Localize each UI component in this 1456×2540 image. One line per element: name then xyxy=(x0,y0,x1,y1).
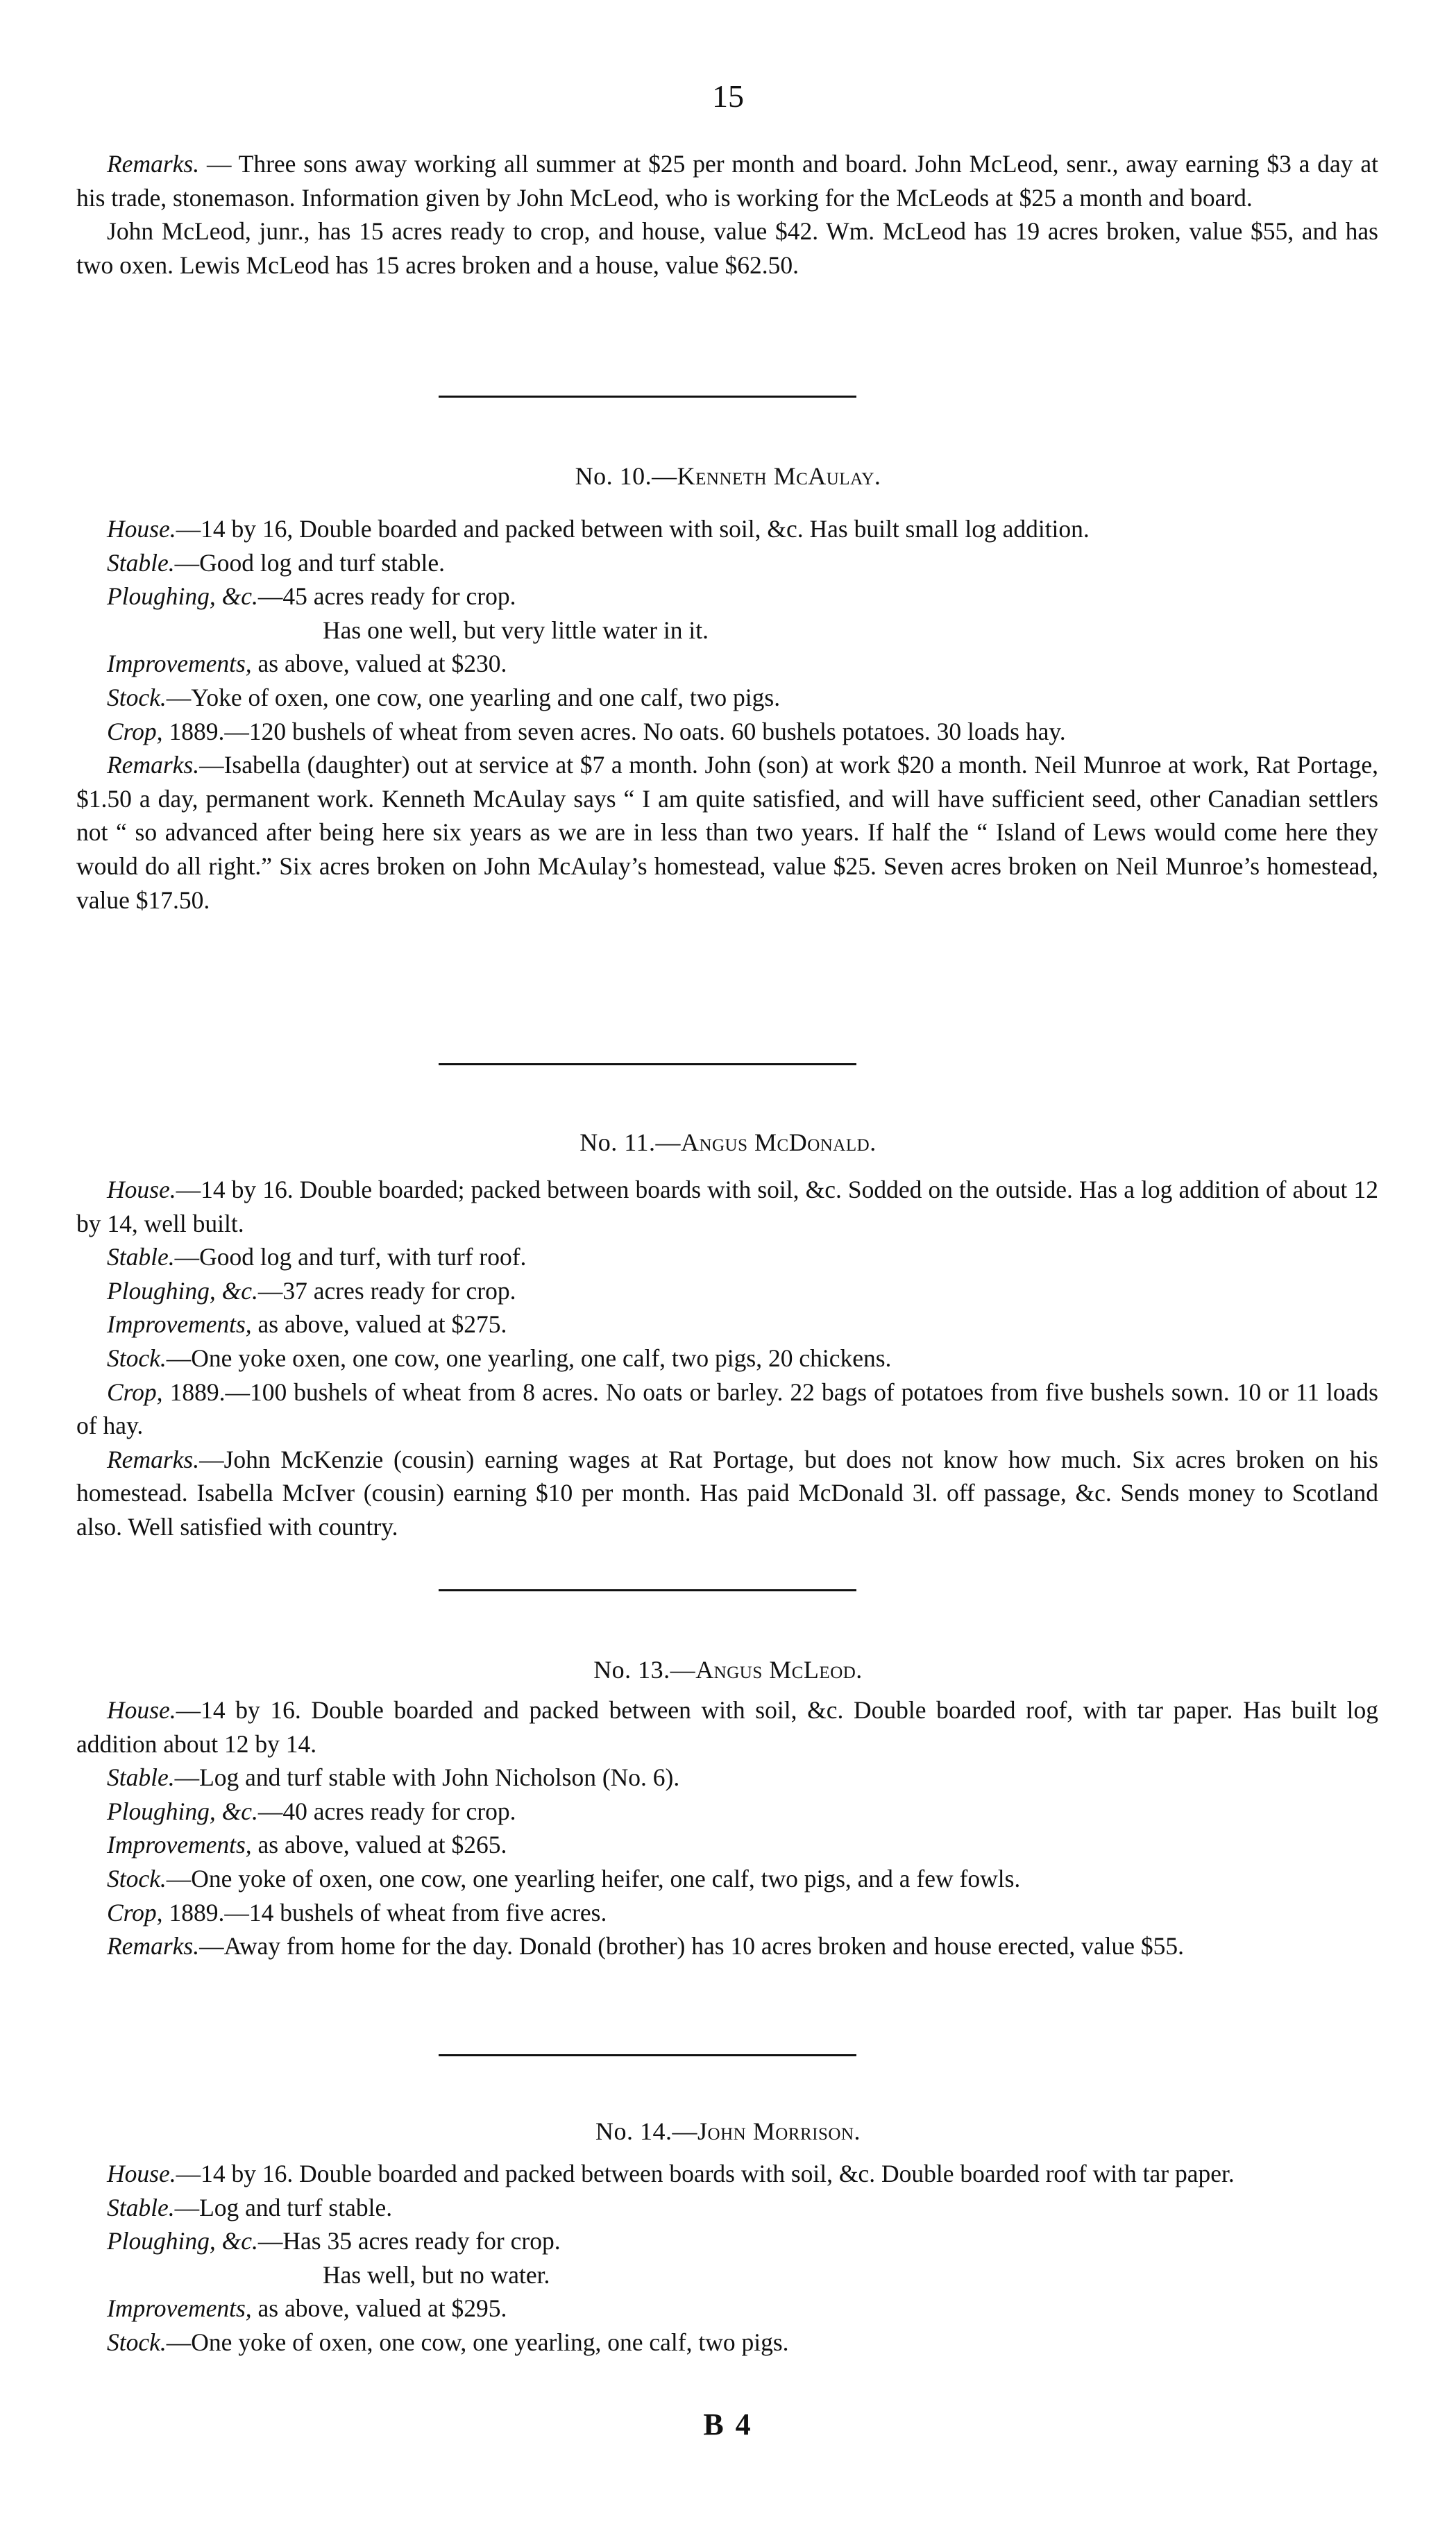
paragraph-text: —Good log and turf stable. xyxy=(174,548,446,577)
paragraph-stable xyxy=(76,1240,1378,1274)
paragraph-text: —40 acres ready for crop. xyxy=(257,1797,516,1825)
paragraph-ploughing xyxy=(76,2224,1378,2258)
paragraph-label: Ploughing, &c. xyxy=(107,1797,258,1825)
paragraph-label: Stock. xyxy=(107,1864,167,1893)
paragraph-label: Crop, xyxy=(107,717,163,745)
paragraph-well xyxy=(76,613,1378,647)
paragraph-ploughing xyxy=(76,579,1378,613)
heading-number: No. 10.— xyxy=(575,462,677,490)
paragraph-text: Has one well, but very little water in it. xyxy=(323,616,709,644)
paragraph-crop xyxy=(76,715,1378,749)
entry-heading-no10 xyxy=(0,462,1456,491)
paragraph-text: —Has 35 acres ready for crop. xyxy=(257,2227,561,2255)
section-no14 xyxy=(76,2157,1378,2360)
paragraph-text: as above, valued at $295. xyxy=(251,2294,507,2323)
paragraph-label: Crop, xyxy=(107,1378,163,1406)
paragraph-ploughing xyxy=(76,1795,1378,1829)
paragraph-label: Improvements, xyxy=(107,1831,252,1859)
paragraph-label: Ploughing, &c. xyxy=(107,1276,258,1305)
paragraph-label: House. xyxy=(107,1176,176,1203)
paragraph-text: —37 acres ready for crop. xyxy=(257,1276,516,1305)
paragraph-house xyxy=(76,512,1378,546)
paragraph-improvements xyxy=(76,2292,1378,2326)
entry-heading-no13 xyxy=(0,1655,1456,1684)
paragraph-text: —14 by 16. Double boarded and packed between with soil, &c. Double boarded roof, with tar paper. Has built log addition about 12 by 14. xyxy=(76,1696,1378,1758)
heading-number: No. 14.— xyxy=(595,2117,698,2145)
paragraph-label: Ploughing, &c. xyxy=(107,2227,258,2255)
heading-name: John Morrison. xyxy=(697,2117,861,2145)
paragraph-label: Stable. xyxy=(107,548,175,577)
section-no11 xyxy=(76,1173,1378,1544)
paragraph-stock xyxy=(76,2326,1378,2360)
paragraph-label: House. xyxy=(107,515,176,543)
paragraph-label: Stock. xyxy=(107,683,167,711)
paragraph-ploughing xyxy=(76,1274,1378,1308)
paragraph-label: Stable. xyxy=(107,2193,175,2221)
paragraph-label: Crop, xyxy=(107,1898,163,1927)
paragraph-house xyxy=(76,2157,1378,2191)
section-previous-remarks xyxy=(76,147,1378,282)
paragraph-label: Improvements, xyxy=(107,650,252,678)
paragraph-label: Remarks. xyxy=(107,1932,200,1961)
paragraph-improvements xyxy=(76,1828,1378,1862)
paragraph-text: as above, valued at $275. xyxy=(251,1310,507,1339)
paragraph-house xyxy=(76,1173,1378,1240)
paragraph-text: —45 acres ready for crop. xyxy=(257,582,516,611)
paragraph-stable xyxy=(76,1761,1378,1795)
section-divider xyxy=(439,396,856,398)
paragraph-text: —Isabella (daughter) out at service at $7 a month. John (son) at work $20 a month. Neil Munroe at work, Rat Portage, $1.50 a day, permanent work. Kenneth McAulay says “ I am quite satisfied, and will have sufficient seed, other Canadian settlers not “ so advanced after being here six years as we are in less than two years. If half the “ Island of Lews would come here they would do all right.” Six acres broken on John McAulay’s homestead, value $25. Seven acres broken on Neil Munroe’s homestead, value $17.50. xyxy=(76,751,1378,914)
paragraph-label: Stable. xyxy=(107,1243,175,1271)
paragraph-text: —Good log and turf, with turf roof. xyxy=(174,1243,527,1271)
paragraph-text: John McLeod, junr., has 15 acres ready to crop, and house, value $42. Wm. McLeod has 19 acres broken, value $55, and has two oxen. Lewis McLeod has 15 acres broken and a house, value $62.50. xyxy=(76,217,1378,279)
paragraph-text: —Yoke of oxen, one cow, one yearling and one calf, two pigs. xyxy=(166,683,781,711)
heading-number: No. 13.— xyxy=(593,1656,696,1684)
paragraph-stable xyxy=(76,546,1378,580)
heading-name: Angus McLeod. xyxy=(695,1656,863,1684)
entry-heading-no14 xyxy=(0,2117,1456,2146)
paragraph-label: Ploughing, &c. xyxy=(107,582,258,611)
paragraph-text: —14 by 16. Double boarded and packed between boards with soil, &c. Double boarded roof with tar paper. xyxy=(176,2160,1235,2187)
signature-mark: B 4 xyxy=(703,2407,753,2441)
paragraph-text: —Log and turf stable. xyxy=(174,2193,393,2221)
paragraph-text: — Three sons away working all summer at $25 per month and board. John McLeod, senr., away earning $3 a day at his trade, stonemason. Information given by John McLeod, who is working for the McLeods at $25 a month and board. xyxy=(76,150,1378,212)
paragraph-text: 1889.—120 bushels of wheat from seven acres. No oats. 60 bushels potatoes. 30 loads hay. xyxy=(162,717,1066,745)
paragraph-stock xyxy=(76,681,1378,715)
paragraph-improvements xyxy=(76,1307,1378,1341)
paragraph-text: —One yoke oxen, one cow, one yearling, one calf, two pigs, 20 chickens. xyxy=(166,1344,892,1372)
page-number: 15 xyxy=(712,78,744,114)
paragraph-label: Stock. xyxy=(107,2328,167,2356)
paragraph-text: —14 by 16. Double boarded; packed between boards with soil, &c. Sodded on the outside. Has a log addition of about 12 by 14, well built. xyxy=(76,1176,1378,1237)
section-divider xyxy=(439,1063,856,1065)
paragraph-stock xyxy=(76,1341,1378,1375)
paragraph-label: House. xyxy=(107,1696,176,1724)
paragraph-text: as above, valued at $265. xyxy=(251,1831,507,1859)
paragraph-text: 1889.—100 bushels of wheat from 8 acres. No oats or barley. 22 bags of potatoes from five bushels sown. 10 or 11 loads of hay. xyxy=(76,1378,1378,1440)
paragraph-text: —One yoke of oxen, one cow, one yearling heifer, one calf, two pigs, and a few fowls. xyxy=(166,1864,1021,1893)
section-no10 xyxy=(76,512,1378,917)
paragraph-label: Remarks. xyxy=(107,150,200,178)
heading-name: Angus McDonald. xyxy=(680,1128,877,1156)
paragraph-crop xyxy=(76,1375,1378,1443)
paragraph-text: Has well, but no water. xyxy=(323,2260,550,2289)
paragraph-text: —John McKenzie (cousin) earning wages at Rat Portage, but does not know how much. Six acres broken on his homestead. Isabella McIver (cousin) earning $10 per month. Has paid McDonald 3l. off passage, &c. Sends money to Scotland also. Well satisfied with country. xyxy=(76,1445,1378,1541)
paragraph-text: —14 by 16, Double boarded and packed between with soil, &c. Has built small log addition. xyxy=(176,515,1090,543)
section-divider xyxy=(439,1589,856,1591)
paragraph-remarks xyxy=(76,1443,1378,1544)
paragraph-well xyxy=(76,2258,1378,2292)
paragraph-label: House. xyxy=(107,2160,176,2187)
heading-name: Kenneth McAulay. xyxy=(677,462,881,490)
paragraph-crop xyxy=(76,1896,1378,1930)
paragraph-remarks xyxy=(76,1929,1378,1963)
paragraph-label: Stable. xyxy=(107,1763,175,1792)
paragraph-house xyxy=(76,1693,1378,1761)
paragraph-text: as above, valued at $230. xyxy=(251,650,507,678)
paragraph-stable xyxy=(76,2191,1378,2225)
section-no13 xyxy=(76,1693,1378,1963)
paragraph-remarks xyxy=(76,748,1378,917)
paragraph-label: Improvements, xyxy=(107,2294,252,2323)
paragraph-text: —Away from home for the day. Donald (brother) has 10 acres broken and house erected, value $55. xyxy=(199,1932,1184,1961)
paragraph-text: 1889.—14 bushels of wheat from five acres. xyxy=(162,1898,607,1927)
heading-number: No. 11.— xyxy=(579,1128,681,1156)
paragraph-remarks xyxy=(76,147,1378,214)
paragraph-mcleod-family xyxy=(76,214,1378,282)
paragraph-stock xyxy=(76,1862,1378,1896)
paragraph-text: —One yoke of oxen, one cow, one yearling, one calf, two pigs. xyxy=(166,2328,789,2356)
paragraph-text: —Log and turf stable with John Nicholson (No. 6). xyxy=(174,1763,680,1792)
paragraph-label: Improvements, xyxy=(107,1310,252,1339)
section-divider xyxy=(439,2054,856,2056)
paragraph-label: Stock. xyxy=(107,1344,167,1372)
paragraph-improvements xyxy=(76,647,1378,681)
entry-heading-no11 xyxy=(0,1128,1456,1157)
paragraph-label: Remarks. xyxy=(107,1445,200,1473)
paragraph-label: Remarks. xyxy=(107,751,200,779)
